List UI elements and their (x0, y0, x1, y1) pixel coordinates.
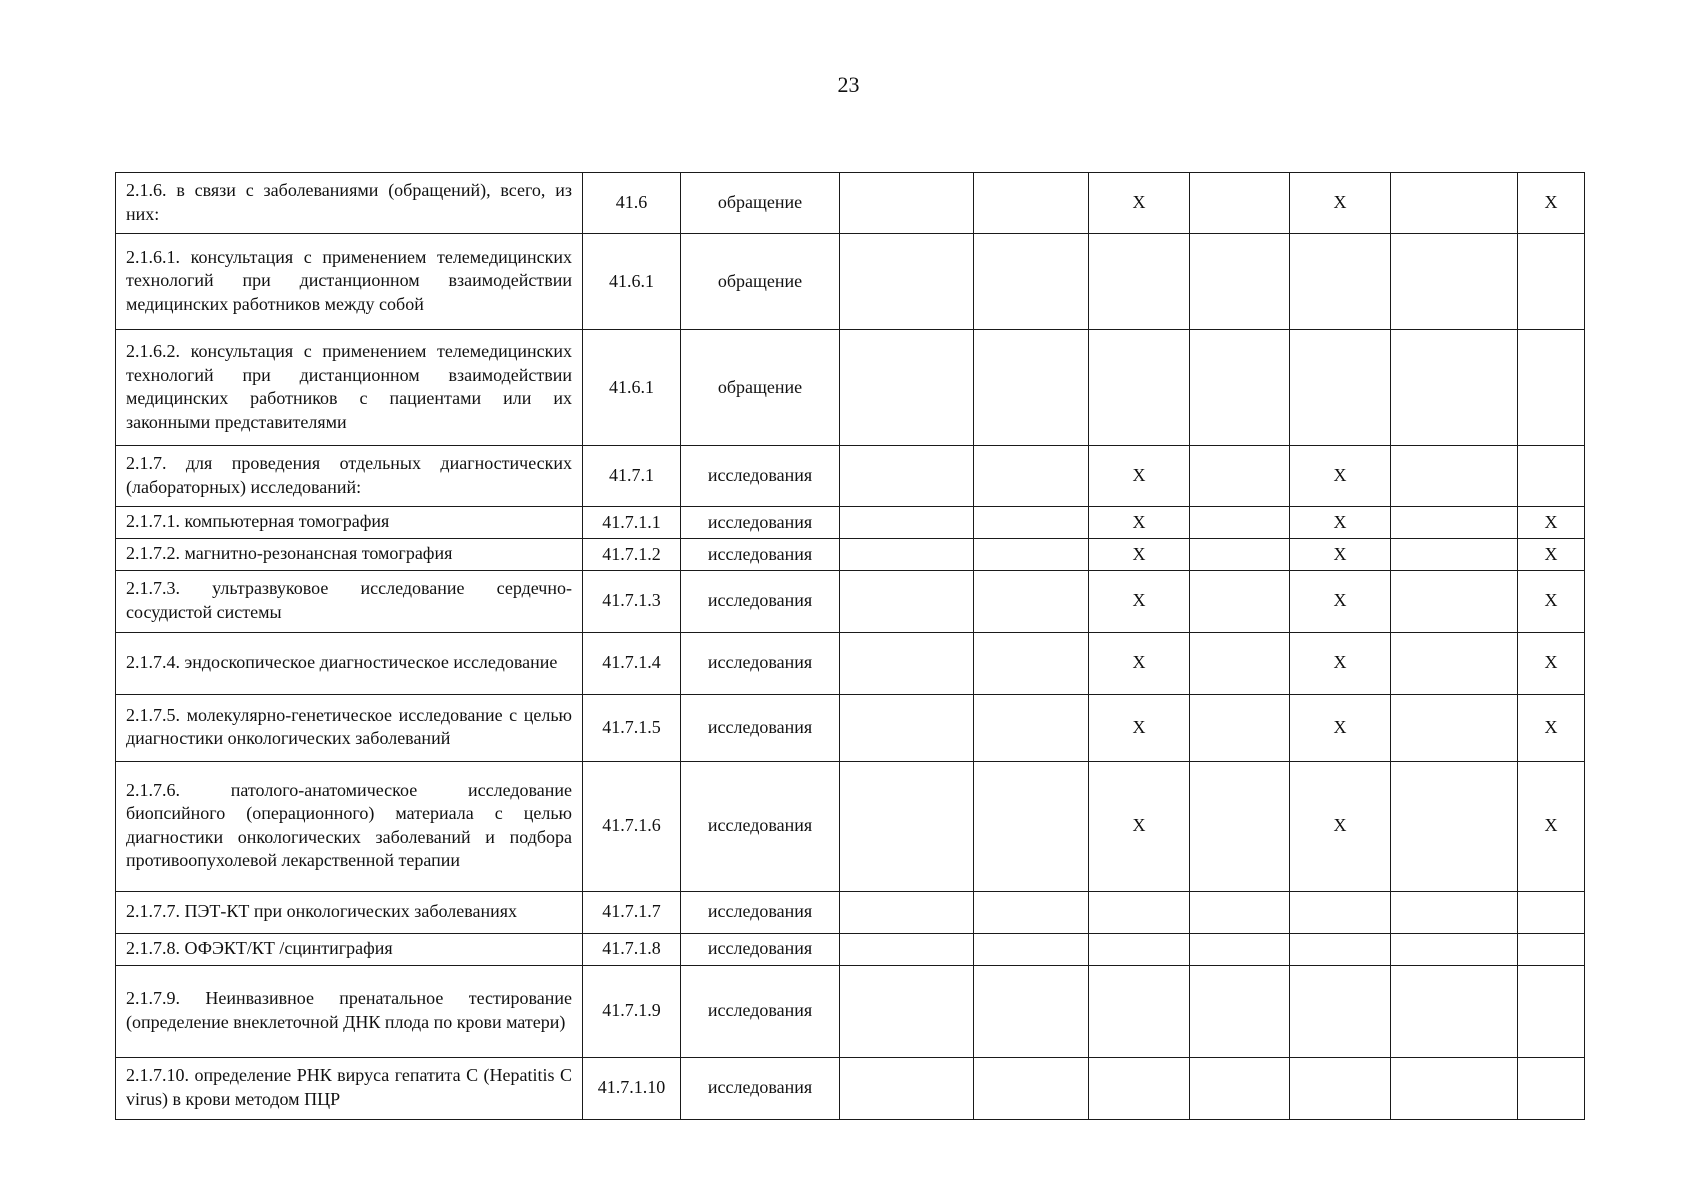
row-unit: исследования (681, 965, 840, 1057)
cell-value (1391, 507, 1518, 539)
cell-value (1391, 330, 1518, 446)
table-row (116, 933, 1585, 965)
cell-value: X (1089, 507, 1190, 539)
cell-value (974, 694, 1089, 761)
row-name: 2.1.7. для проведения отдельных диагностических (лабораторных) исследований: (116, 446, 583, 507)
cell-value (1089, 234, 1190, 330)
cell-value (974, 173, 1089, 234)
cell-value (1089, 891, 1190, 933)
cell-value (1391, 761, 1518, 891)
cell-value (840, 965, 974, 1057)
row-name: 2.1.7.1. компьютерная томография (116, 507, 583, 539)
cell-value (840, 330, 974, 446)
cell-value: X (1518, 539, 1585, 571)
cell-value (1391, 965, 1518, 1057)
cell-value (974, 891, 1089, 933)
row-name: 2.1.7.8. ОФЭКТ/КТ /сцинтиграфия (116, 933, 583, 965)
cell-value (1190, 694, 1290, 761)
cell-value (840, 173, 974, 234)
cell-value (1391, 891, 1518, 933)
cell-value (840, 933, 974, 965)
cell-value: X (1290, 632, 1391, 694)
cell-value (974, 446, 1089, 507)
cell-value (974, 965, 1089, 1057)
row-unit: исследования (681, 761, 840, 891)
row-unit: исследования (681, 632, 840, 694)
cell-value (974, 234, 1089, 330)
cell-value (1190, 933, 1290, 965)
cell-value: X (1290, 539, 1391, 571)
row-unit: исследования (681, 694, 840, 761)
cell-value (974, 933, 1089, 965)
cell-value (974, 761, 1089, 891)
cell-value (1391, 1057, 1518, 1119)
cell-value: X (1518, 173, 1585, 234)
table-row (116, 891, 1585, 933)
cell-value (1089, 330, 1190, 446)
row-name: 2.1.7.6. патолого-анатомическое исследование биопсийного (операционного) материала с целью диагностики онкологических заболеваний и подбора противоопухолевой лекарственной терапии (116, 761, 583, 891)
cell-value: X (1089, 632, 1190, 694)
cell-value: X (1518, 570, 1585, 632)
table-row (116, 446, 1585, 507)
cell-value (1518, 891, 1585, 933)
cell-value (1391, 446, 1518, 507)
cell-value (1391, 570, 1518, 632)
cell-value: X (1290, 761, 1391, 891)
cell-value (1290, 891, 1391, 933)
row-name: 2.1.7.7. ПЭТ-КТ при онкологических заболеваниях (116, 891, 583, 933)
cell-value (1190, 507, 1290, 539)
cell-value: X (1518, 761, 1585, 891)
cell-value: X (1290, 694, 1391, 761)
row-name: 2.1.7.4. эндоскопическое диагностическое исследование (116, 632, 583, 694)
table-row (116, 570, 1585, 632)
cell-value: X (1518, 694, 1585, 761)
cell-value (840, 234, 974, 330)
row-unit: исследования (681, 446, 840, 507)
page-number: 23 (837, 72, 860, 97)
row-name: 2.1.7.3. ультразвуковое исследование сердечно-сосудистой системы (116, 570, 583, 632)
table-row (116, 330, 1585, 446)
row-unit: исследования (681, 1057, 840, 1119)
row-unit: исследования (681, 570, 840, 632)
row-unit: исследования (681, 507, 840, 539)
cell-value (840, 694, 974, 761)
table-row (116, 173, 1585, 234)
cell-value (1190, 1057, 1290, 1119)
table-row (116, 965, 1585, 1057)
table-row (116, 507, 1585, 539)
row-unit: исследования (681, 933, 840, 965)
row-unit: исследования (681, 891, 840, 933)
row-code: 41.6.1 (583, 330, 681, 446)
cell-value (1391, 632, 1518, 694)
row-code: 41.7.1.6 (583, 761, 681, 891)
cell-value: X (1089, 446, 1190, 507)
cell-value (1290, 965, 1391, 1057)
cell-value (1190, 965, 1290, 1057)
cell-value (1518, 965, 1585, 1057)
cell-value (1290, 234, 1391, 330)
row-name: 2.1.7.10. определение РНК вируса гепатита C (Hepatitis C virus) в крови методом ПЦР (116, 1057, 583, 1119)
cell-value (840, 891, 974, 933)
table-row (116, 539, 1585, 571)
cell-value: X (1290, 507, 1391, 539)
cell-value (974, 539, 1089, 571)
cell-value (840, 570, 974, 632)
cell-value (1518, 446, 1585, 507)
cell-value (1089, 1057, 1190, 1119)
cell-value (1518, 234, 1585, 330)
row-name: 2.1.6.2. консультация с применением телемедицинских технологий при дистанционном взаимодействии медицинских работников с пациентами или их законными представителями (116, 330, 583, 446)
cell-value (1190, 330, 1290, 446)
row-code: 41.7.1.2 (583, 539, 681, 571)
row-code: 41.7.1.3 (583, 570, 681, 632)
table-row (116, 761, 1585, 891)
cell-value (1190, 632, 1290, 694)
cell-value (840, 446, 974, 507)
row-code: 41.6.1 (583, 234, 681, 330)
cell-value: X (1290, 446, 1391, 507)
row-name: 2.1.6. в связи с заболеваниями (обращений), всего, из них: (116, 173, 583, 234)
cell-value (1391, 694, 1518, 761)
table-row (116, 1057, 1585, 1119)
cell-value (1190, 761, 1290, 891)
row-code: 41.7.1.7 (583, 891, 681, 933)
cell-value (840, 632, 974, 694)
cell-value (974, 507, 1089, 539)
cell-value (840, 507, 974, 539)
cell-value (974, 1057, 1089, 1119)
cell-value: X (1518, 507, 1585, 539)
cell-value: X (1089, 694, 1190, 761)
table-row (116, 694, 1585, 761)
cell-value (974, 330, 1089, 446)
cell-value: X (1518, 632, 1585, 694)
cell-value (1518, 330, 1585, 446)
row-code: 41.7.1.9 (583, 965, 681, 1057)
row-unit: исследования (681, 539, 840, 571)
cell-value (1290, 1057, 1391, 1119)
cell-value: X (1089, 539, 1190, 571)
cell-value (1190, 570, 1290, 632)
cell-value (1391, 234, 1518, 330)
cell-value (1190, 446, 1290, 507)
cell-value (1190, 539, 1290, 571)
cell-value: X (1089, 570, 1190, 632)
row-code: 41.7.1.5 (583, 694, 681, 761)
cell-value (974, 570, 1089, 632)
cell-value (1290, 330, 1391, 446)
cell-value (1391, 173, 1518, 234)
row-code: 41.6 (583, 173, 681, 234)
cell-value: X (1290, 570, 1391, 632)
cell-value (1190, 891, 1290, 933)
table-row (116, 234, 1585, 330)
row-unit: обращение (681, 234, 840, 330)
table-row (116, 632, 1585, 694)
cell-value (1089, 965, 1190, 1057)
row-code: 41.7.1.4 (583, 632, 681, 694)
cell-value (840, 761, 974, 891)
cell-value (1190, 173, 1290, 234)
row-code: 41.7.1.10 (583, 1057, 681, 1119)
row-code: 41.7.1.1 (583, 507, 681, 539)
row-code: 41.7.1.8 (583, 933, 681, 965)
cell-value (1089, 933, 1190, 965)
row-name: 2.1.7.2. магнитно-резонансная томография (116, 539, 583, 571)
cell-value: X (1089, 173, 1190, 234)
cell-value (1518, 933, 1585, 965)
row-name: 2.1.6.1. консультация с применением телемедицинских технологий при дистанционном взаимодействии медицинских работников между собой (116, 234, 583, 330)
cell-value (974, 632, 1089, 694)
row-unit: обращение (681, 173, 840, 234)
cell-value (1518, 1057, 1585, 1119)
cell-value (1391, 539, 1518, 571)
cell-value (1391, 933, 1518, 965)
cell-value: X (1290, 173, 1391, 234)
row-code: 41.7.1 (583, 446, 681, 507)
row-unit: обращение (681, 330, 840, 446)
cell-value (1190, 234, 1290, 330)
cell-value (840, 539, 974, 571)
row-name: 2.1.7.9. Неинвазивное пренатальное тестирование (определение внеклеточной ДНК плода по крови матери) (116, 965, 583, 1057)
cell-value (840, 1057, 974, 1119)
row-name: 2.1.7.5. молекулярно-генетическое исследование с целью диагностики онкологических заболеваний (116, 694, 583, 761)
indicators-table (115, 172, 1585, 1120)
cell-value (1290, 933, 1391, 965)
cell-value: X (1089, 761, 1190, 891)
